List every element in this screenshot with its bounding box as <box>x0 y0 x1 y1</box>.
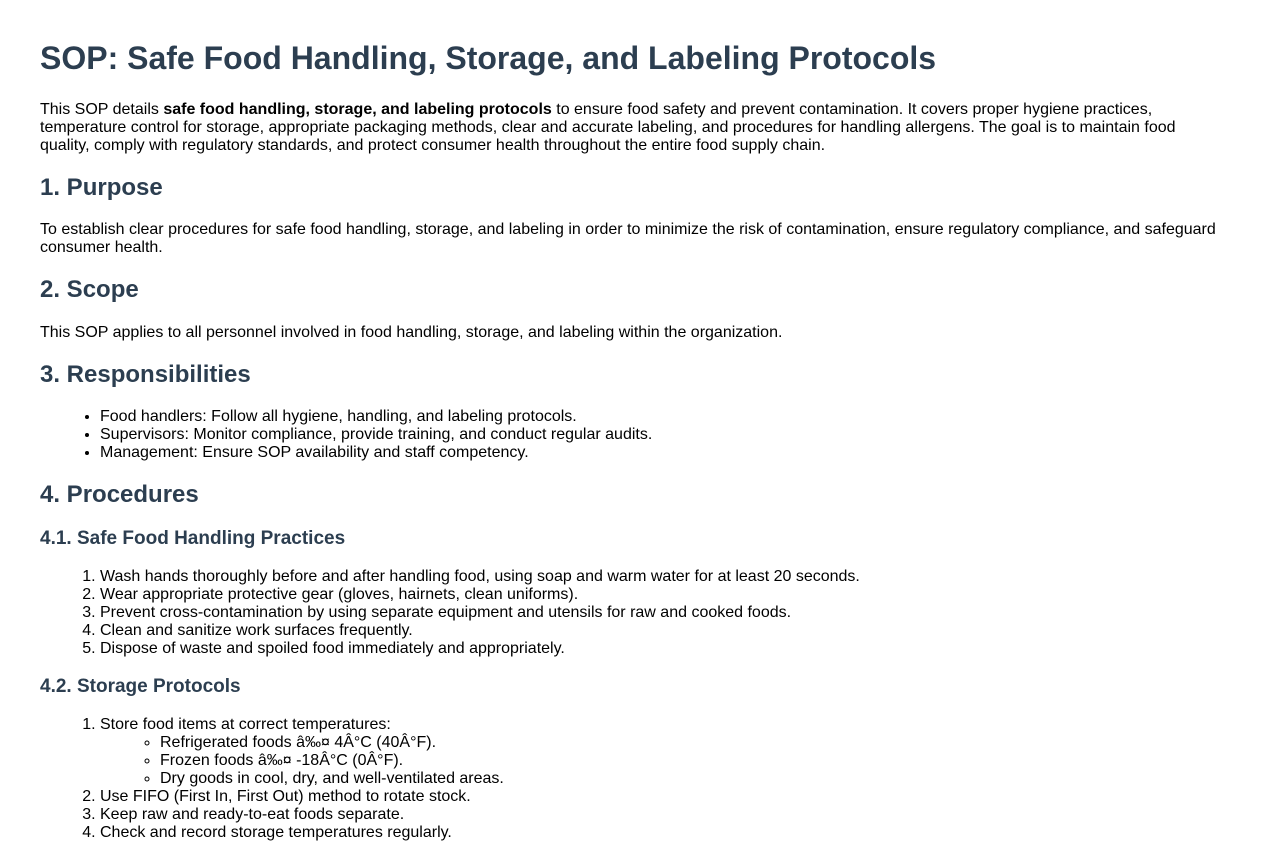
list-item: 1. Wash hands thoroughly before and after handling food, using soap and warm water for at least 20 seconds. <box>100 568 1223 586</box>
list-item: ◦ Frozen foods â‰¤ -18Â°C (0Â°F). <box>160 752 1223 770</box>
page-title: SOP: Safe Food Handling, Storage, and Labeling Protocols <box>40 40 937 76</box>
responsibilities-heading: 3. Responsibilities <box>40 361 251 388</box>
handling-heading: 4.1. Safe Food Handling Practices <box>40 528 346 549</box>
list-item: • Supervisors: Monitor compliance, provide training, and conduct regular audits. <box>100 426 1223 444</box>
storage-heading: 4.2. Storage Protocols <box>40 676 241 697</box>
intro-text-end: to ensure food safety and prevent contamination. It covers proper hygiene practices, temperature control for storage, appropriate packaging methods, clear and accurate labeling, and procedures for handling allergens. The goal is to maintain food quality, comply with regulatory standards, and protect consumer health throughout the entire food supply chain. <box>40 101 1176 154</box>
intro-paragraph <box>40 101 1223 155</box>
list-item: 2. Use FIFO (First In, First Out) method to rotate stock. <box>100 788 1223 806</box>
responsibilities-list <box>40 408 1223 462</box>
list-item: • Management: Ensure SOP availability and staff competency. <box>100 444 1223 462</box>
list-item: 4. Check and record storage temperatures regularly. <box>100 824 1223 842</box>
list-item: 5. Dispose of waste and spoiled food immediately and appropriately. <box>100 640 1223 658</box>
intro-emphasis: safe food handling, storage, and labeling protocols <box>163 101 552 118</box>
list-item: 4. Clean and sanitize work surfaces frequently. <box>100 622 1223 640</box>
handling-list <box>40 568 1223 658</box>
list-item: • Food handlers: Follow all hygiene, handling, and labeling protocols. <box>100 408 1223 426</box>
storage-temperature-sublist <box>100 734 1223 788</box>
list-item: 2. Wear appropriate protective gear (gloves, hairnets, clean uniforms). <box>100 586 1223 604</box>
list-item: ◦ Dry goods in cool, dry, and well-ventilated areas. <box>160 770 1223 788</box>
storage-list <box>40 716 1223 842</box>
scope-heading: 2. Scope <box>40 276 139 303</box>
procedures-heading: 4. Procedures <box>40 481 199 508</box>
list-item: ◦ Refrigerated foods â‰¤ 4Â°C (40Â°F). <box>160 734 1223 752</box>
list-item <box>100 716 1223 788</box>
storage-temperature-item: Store food items at correct temperatures: <box>100 716 391 733</box>
purpose-heading: 1. Purpose <box>40 174 163 201</box>
purpose-text: To establish clear procedures for safe food handling, storage, and labeling in order to minimize the risk of contamination, ensure regulatory compliance, and safeguard consumer health. <box>40 221 1216 256</box>
list-item: 3. Prevent cross-contamination by using separate equipment and utensils for raw and cooked foods. <box>100 604 1223 622</box>
intro-text-start: This SOP details <box>40 101 164 118</box>
scope-text: This SOP applies to all personnel involved in food handling, storage, and labeling within the organization. <box>40 324 783 341</box>
list-item: 3. Keep raw and ready-to-eat foods separate. <box>100 806 1223 824</box>
